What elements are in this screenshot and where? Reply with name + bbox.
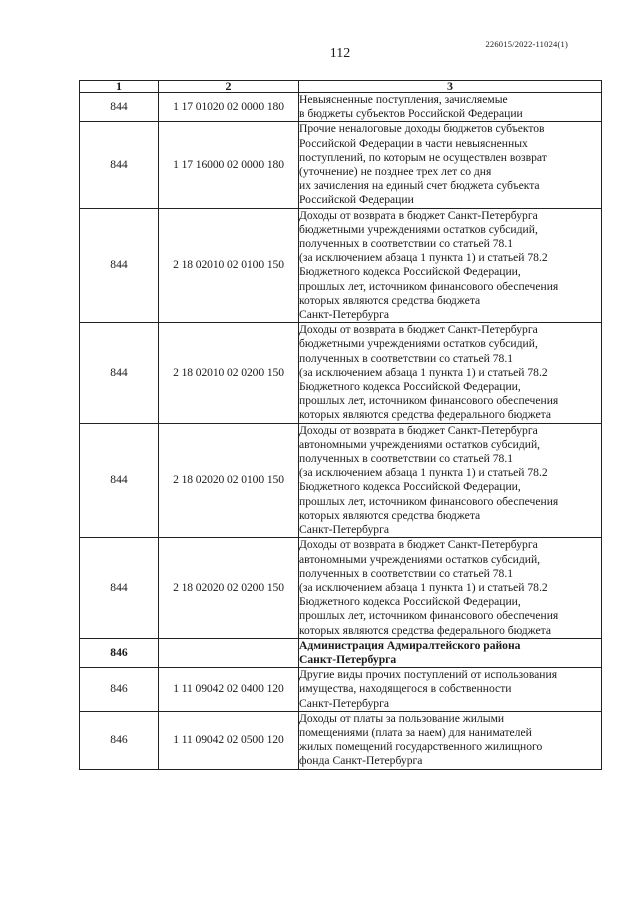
admin-code-cell: 844 xyxy=(80,538,159,638)
revenue-name-line: которых являются средства федерального бюджета xyxy=(299,623,552,637)
revenue-name-line: полученных в соответствии со статьей 78.1 xyxy=(299,452,514,466)
revenue-name-line: (за исключением абзаца 1 пункта 1) и статьей 78.2 xyxy=(299,251,548,265)
budget-code-cell: 2 18 02010 02 0100 150 xyxy=(159,208,299,323)
revenue-name-cell xyxy=(299,423,602,538)
revenue-name-line: прошлых лет, источником финансового обеспечения xyxy=(299,394,559,408)
budget-code-cell: 1 17 16000 02 0000 180 xyxy=(159,122,299,208)
revenue-name-cell xyxy=(299,638,602,667)
budget-revenue-table xyxy=(79,80,602,770)
revenue-name-line: которых являются средства бюджета xyxy=(299,293,481,307)
revenue-name-cell xyxy=(299,93,602,122)
document-id: 226015/2022-11024(1) xyxy=(485,39,568,49)
table-header-row xyxy=(80,81,602,93)
admin-code-cell: 846 xyxy=(80,638,159,667)
budget-code-cell: 1 17 01020 02 0000 180 xyxy=(159,93,299,122)
revenue-name-line: Невыясненные поступления, зачисляемые xyxy=(299,93,508,106)
table-body xyxy=(80,93,602,770)
revenue-name-line: Российской Федерации xyxy=(299,193,414,207)
revenue-name-line: полученных в соответствии со статьей 78.1 xyxy=(299,237,514,251)
revenue-name-line: Прочие неналоговые доходы бюджетов субъектов xyxy=(299,122,545,136)
column-header-2: 2 xyxy=(159,81,299,93)
revenue-name-line: прошлых лет, источником финансового обеспечения xyxy=(299,279,559,293)
revenue-name-line: Санкт-Петербурга xyxy=(299,308,389,322)
revenue-name-line: Российской Федерации в части невыясненных xyxy=(299,136,528,150)
table-row xyxy=(80,323,602,423)
revenue-name-line: Другие виды прочих поступлений от использования xyxy=(299,668,558,682)
revenue-name-line: полученных в соответствии со статьей 78.1 xyxy=(299,566,514,580)
revenue-name-line: (уточнение) не позднее трех лет со дня xyxy=(299,165,492,179)
table-row xyxy=(80,638,602,667)
revenue-name-line: их зачисления на единый счет бюджета субъекта xyxy=(299,179,540,193)
revenue-name-line: поступлений, по которым не осуществлен возврат xyxy=(299,150,547,164)
revenue-name-line: Доходы от возврата в бюджет Санкт-Петербурга xyxy=(299,323,538,337)
revenue-name-cell xyxy=(299,323,602,423)
budget-code-cell: 2 18 02010 02 0200 150 xyxy=(159,323,299,423)
table-row xyxy=(80,538,602,638)
revenue-name-line: Администрация Адмиралтейского района xyxy=(299,638,521,652)
revenue-name-line: автономными учреждениями остатков субсидий, xyxy=(299,437,541,451)
revenue-name-cell xyxy=(299,538,602,638)
admin-code-cell: 844 xyxy=(80,208,159,323)
revenue-name-line: помещениями (плата за наем) для нанимателей xyxy=(299,725,532,739)
budget-code-cell: 1 11 09042 02 0400 120 xyxy=(159,668,299,712)
table-row xyxy=(80,668,602,712)
revenue-name-line: Доходы от возврата в бюджет Санкт-Петербурга xyxy=(299,423,538,437)
admin-code-cell: 844 xyxy=(80,122,159,208)
table-row xyxy=(80,423,602,538)
revenue-name-line: полученных в соответствии со статьей 78.1 xyxy=(299,351,514,365)
revenue-name-cell xyxy=(299,208,602,323)
revenue-name-line: Санкт-Петербурга xyxy=(299,652,397,666)
revenue-name-line: Бюджетного кодекса Российской Федерации, xyxy=(299,380,521,394)
revenue-name-line: имущества, находящегося в собственности xyxy=(299,682,512,696)
revenue-name-line: Санкт-Петербурга xyxy=(299,696,389,710)
revenue-name-line: прошлых лет, источником финансового обеспечения xyxy=(299,609,559,623)
table-row xyxy=(80,208,602,323)
table-row xyxy=(80,711,602,769)
budget-code-cell: 2 18 02020 02 0200 150 xyxy=(159,538,299,638)
revenue-name-line: автономными учреждениями остатков субсидий, xyxy=(299,552,541,566)
admin-code-cell: 844 xyxy=(80,423,159,538)
budget-code-cell: 2 18 02020 02 0100 150 xyxy=(159,423,299,538)
revenue-name-line: (за исключением абзаца 1 пункта 1) и статьей 78.2 xyxy=(299,365,548,379)
admin-code-cell: 844 xyxy=(80,93,159,122)
revenue-name-cell xyxy=(299,668,602,712)
revenue-name-line: жилых помещений государственного жилищного xyxy=(299,740,543,754)
budget-code-cell: 1 11 09042 02 0500 120 xyxy=(159,711,299,769)
revenue-name-line: Доходы от платы за пользование жилыми xyxy=(299,711,505,725)
revenue-name-cell xyxy=(299,122,602,208)
revenue-name-line: (за исключением абзаца 1 пункта 1) и статьей 78.2 xyxy=(299,580,548,594)
table-row xyxy=(80,93,602,122)
column-header-1: 1 xyxy=(80,81,159,93)
page-number: 112 xyxy=(329,46,351,61)
admin-code-cell: 846 xyxy=(80,711,159,769)
table-row xyxy=(80,122,602,208)
revenue-name-line: в бюджеты субъектов Российской Федерации xyxy=(299,107,523,121)
revenue-name-line: Доходы от возврата в бюджет Санкт-Петербурга xyxy=(299,208,538,222)
admin-code-cell: 844 xyxy=(80,323,159,423)
revenue-name-line: которых являются средства бюджета xyxy=(299,508,481,522)
column-header-3: 3 xyxy=(299,81,602,93)
admin-code-cell: 846 xyxy=(80,668,159,712)
revenue-name-line: Санкт-Петербурга xyxy=(299,523,389,537)
revenue-name-cell xyxy=(299,711,602,769)
revenue-name-line: бюджетными учреждениями остатков субсидий, xyxy=(299,222,538,236)
revenue-name-line: которых являются средства федерального бюджета xyxy=(299,408,552,422)
revenue-name-line: (за исключением абзаца 1 пункта 1) и статьей 78.2 xyxy=(299,466,548,480)
revenue-name-line: Бюджетного кодекса Российской Федерации, xyxy=(299,265,521,279)
budget-code-cell xyxy=(159,638,299,667)
revenue-name-line: Бюджетного кодекса Российской Федерации, xyxy=(299,480,521,494)
revenue-name-line: Бюджетного кодекса Российской Федерации, xyxy=(299,595,521,609)
revenue-name-line: фонда Санкт-Петербурга xyxy=(299,754,423,768)
revenue-name-line: прошлых лет, источником финансового обеспечения xyxy=(299,494,559,508)
revenue-name-line: бюджетными учреждениями остатков субсидий, xyxy=(299,337,538,351)
revenue-name-line: Доходы от возврата в бюджет Санкт-Петербурга xyxy=(299,538,538,552)
